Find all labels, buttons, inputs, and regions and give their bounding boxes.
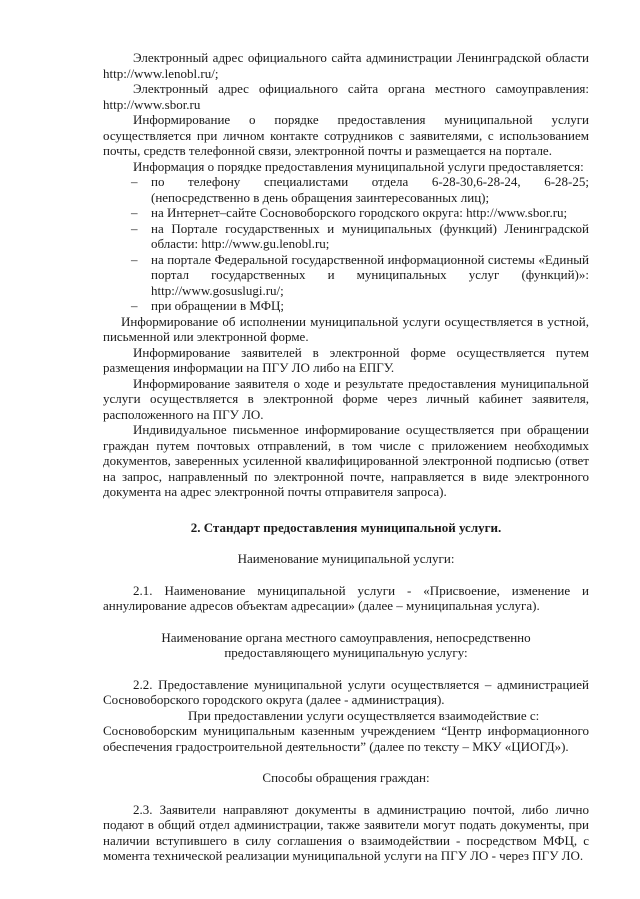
subsection-heading-authority-line1: Наименование органа местного самоуправления, непосредственно: [161, 629, 531, 645]
paragraph-informing-execution: Информирование об исполнении муниципальной услуги осуществляется в устной, письменной или электронной форме.: [103, 313, 589, 344]
list-item: [103, 174, 589, 205]
list-item-text: на Интернет–сайте Сосновоборского городского округа: http://www.sbor.ru;: [151, 205, 568, 220]
list-item: [103, 298, 589, 314]
list-item-text: на портале Федеральной государственной информационной системы «Единый портал государственных и муниципальных услуг (функций)»: http://www.gosuslugi.ru/;: [151, 251, 589, 298]
paragraph-informing-progress: Информирование заявителя о ходе и результате предоставления муниципальной услуги осуществляется в электронной форме через личный кабинет заявителя, расположенного на ПГУ ЛО.: [103, 375, 589, 422]
list-item: [103, 252, 589, 299]
subsection-heading-appeal-methods: Способы обращения граждан:: [262, 770, 430, 785]
paragraph-mku-ciogd: Сосновоборским муниципальным казенным учреждением “Центр информационного обеспечения градостроительной деятельности” (далее по тексту – МКУ «ЦИОГД»).: [103, 723, 589, 754]
text-column: [103, 50, 589, 864]
paragraph-2-1: 2.1. Наименование муниципальной услуги - «Присвоение, изменение и аннулирование адресов объектам адресации» (далее – муниципальная услуга).: [103, 582, 589, 613]
info-channels-list: [103, 174, 589, 314]
paragraph-2-2: 2.2. Предоставление муниципальной услуги осуществляется – администрацией Сосновоборского городского округа (далее - администрация).: [103, 676, 589, 707]
paragraph-informing-order: Информирование о порядке предоставления муниципальной услуги осуществляется при личном контакте сотрудников с заявителями, с использованием почты, средств телефонной связи, электронной почты и размещается на портале.: [103, 112, 589, 158]
dash-marker: –: [131, 205, 138, 220]
list-item: [103, 221, 589, 252]
subsection-heading-authority-line2: предоставляющего муниципальную услугу:: [224, 645, 468, 660]
paragraph-lenobl-site: Электронный адрес официального сайта администрации Ленинградской области http://www.lenobl.ru/;: [103, 50, 589, 81]
list-item-text: при обращении в МФЦ;: [151, 298, 284, 313]
paragraph-informing-electronic: Информирование заявителей в электронной форме осуществляется путем размещения информации на ПГУ ЛО либо на ЕПГУ.: [103, 344, 589, 375]
paragraph-info-provided: Информация о порядке предоставления муниципальной услуги предоставляется:: [133, 158, 584, 174]
subsection-heading-service-name: Наименование муниципальной услуги:: [237, 551, 455, 566]
dash-marker: –: [131, 174, 138, 189]
list-item-text: на Портале государственных и муниципальных (функций) Ленинградской области: http://www.gu.lenobl.ru;: [151, 220, 589, 251]
paragraph-interaction: При предоставлении услуги осуществляется взаимодействие с:: [188, 707, 540, 723]
dash-marker: –: [131, 251, 138, 267]
list-item-text: по телефону специалистами отдела 6-28-30,6-28-24, 6-28-25; (непосредственно в день обращения заинтересованных лиц);: [151, 174, 589, 205]
dash-marker: –: [131, 298, 138, 313]
paragraph-2-3: 2.3. Заявители направляют документы в администрацию почтой, либо лично подают в общий отдел администрации, также заявители могут подать документы, при наличии вступившего в силу соглашения о взаимодействии - посредством МФЦ, с момента технической реализации муниципальной услуги на ПГУ ЛО - через ПГУ ЛО.: [103, 801, 589, 863]
section-title: 2. Стандарт предоставления муниципальной услуги.: [190, 519, 502, 535]
paragraph-individual-written: Индивидуальное письменное информирование осуществляется при обращении граждан путем почтовых отправлений, в том числе с приложением необходимых документов, заверенных усиленной квалифицированной электронной подписью (ответ на запрос, направленный по электронной почте, направляется в виде электронного документа на адрес электронной почты отправителя запроса).: [103, 422, 589, 499]
dash-marker: –: [131, 220, 138, 236]
paragraph-sbor-site: Электронный адрес официального сайта органа местного самоуправления: http://www.sbor.ru: [103, 81, 589, 112]
list-item: [103, 205, 589, 221]
